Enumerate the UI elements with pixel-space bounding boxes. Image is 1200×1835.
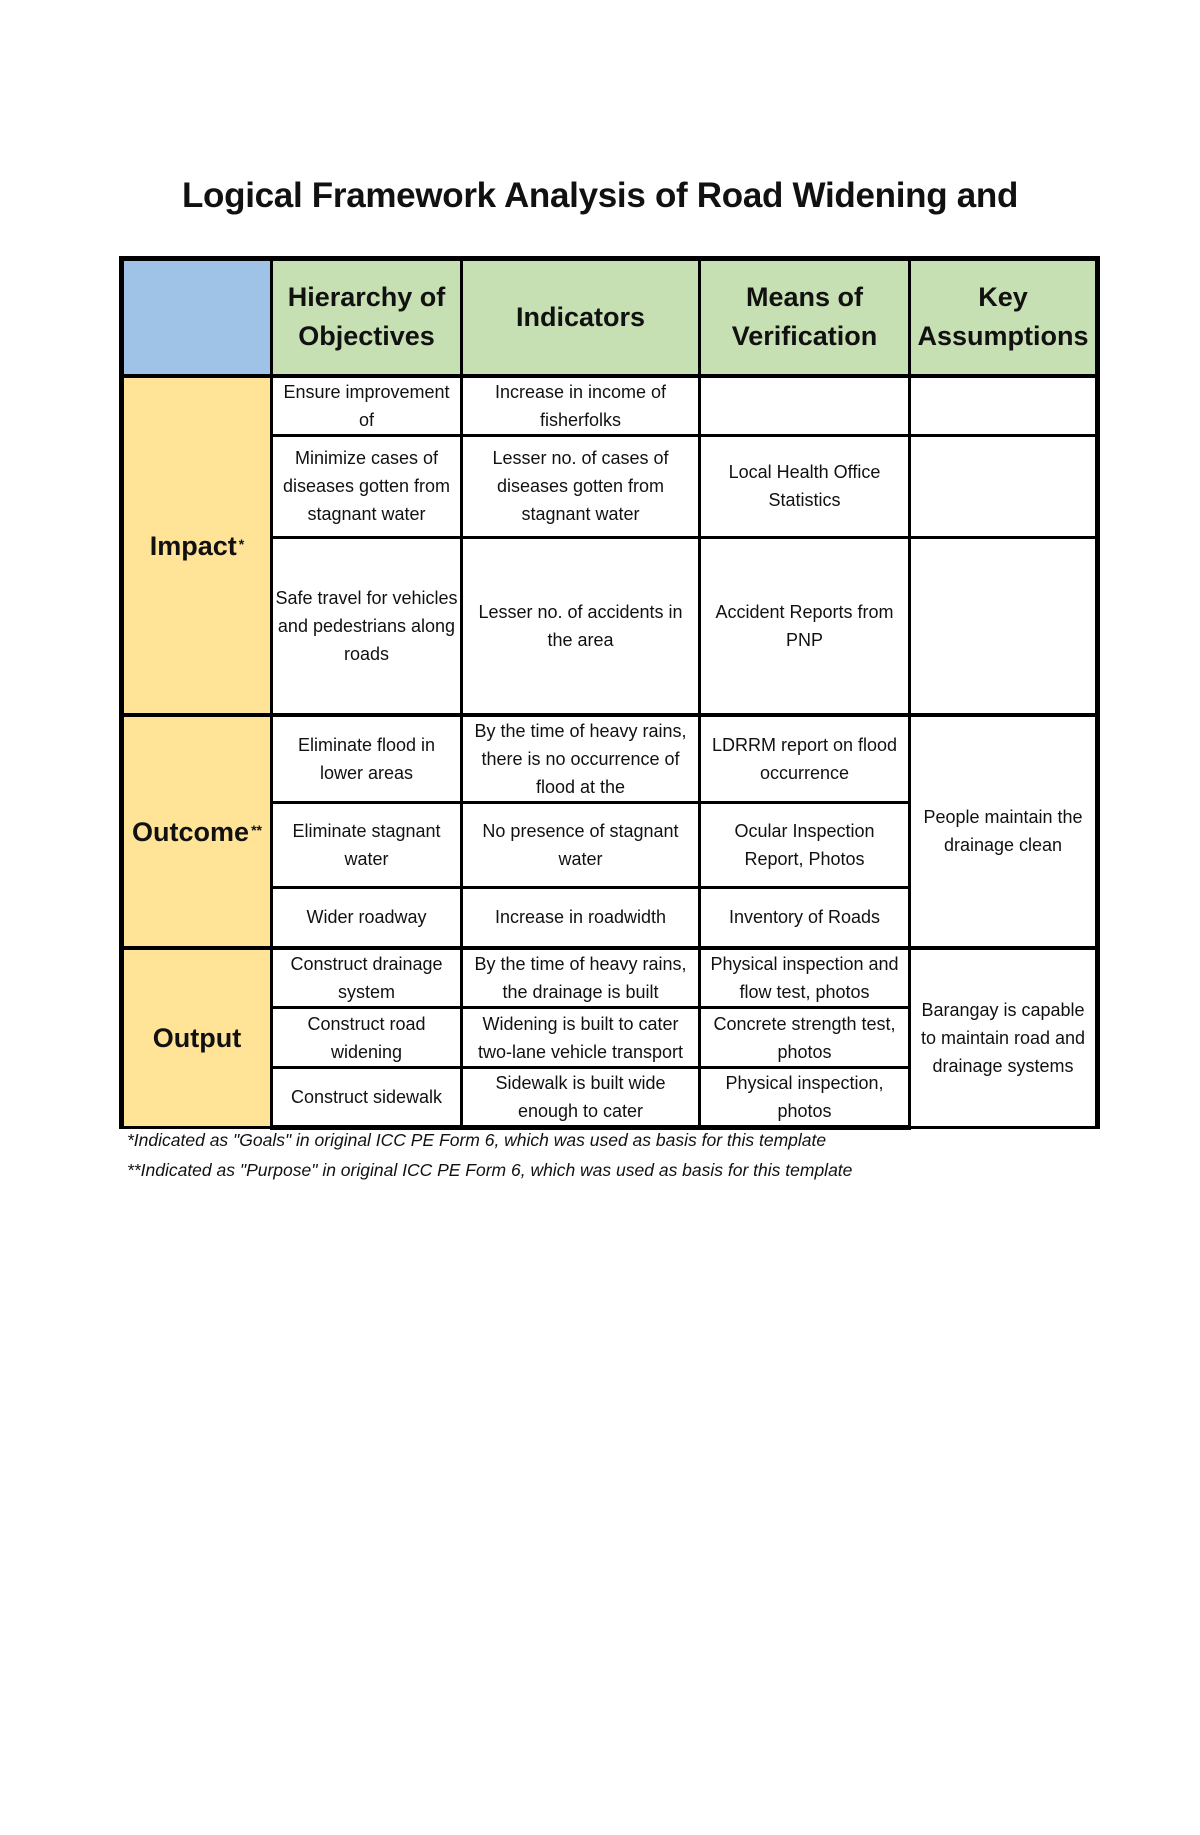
table-row	[122, 376, 1098, 436]
footnote-marker: **	[251, 822, 262, 839]
footnote-goals: *Indicated as "Goals" in original ICC PE Form 6, which was used as basis for this template	[127, 1130, 827, 1150]
objective-cell: Eliminate flood in lower areas	[272, 715, 462, 803]
assumption-cell: Barangay is capable to maintain road and drainage systems	[910, 948, 1098, 1128]
means-cell: Physical inspection, photos	[700, 1068, 910, 1128]
means-cell: Ocular Inspection Report, Photos	[700, 803, 910, 888]
objective-cell: Ensure improvement of	[272, 376, 462, 436]
header-row	[122, 259, 1098, 376]
section-label-text: Outcome	[132, 817, 250, 848]
indicator-cell: Widening is built to cater two-lane vehicle transport	[462, 1008, 700, 1068]
means-cell: Physical inspection and flow test, photos	[700, 948, 910, 1008]
table-row	[122, 715, 1098, 803]
objective-cell: Eliminate stagnant water	[272, 803, 462, 888]
indicator-cell: Lesser no. of accidents in the area	[462, 537, 700, 715]
means-cell: Accident Reports from PNP	[700, 537, 910, 715]
assumption-cell: People maintain the drainage clean	[910, 715, 1098, 948]
section-label-impact	[122, 376, 272, 716]
indicator-cell: Increase in income of fisherfolks	[462, 376, 700, 436]
assumption-cell	[910, 537, 1098, 715]
header-means-of-verification: Means of Verification	[700, 259, 910, 376]
objective-cell: Minimize cases of diseases gotten from stagnant water	[272, 435, 462, 537]
indicator-cell: Lesser no. of cases of diseases gotten from stagnant water	[462, 435, 700, 537]
means-cell: Concrete strength test, photos	[700, 1008, 910, 1068]
assumption-cell	[910, 376, 1098, 436]
section-label-output	[122, 948, 272, 1128]
objective-cell: Safe travel for vehicles and pedestrians along roads	[272, 537, 462, 715]
header-hierarchy-of-objectives: Hierarchy of Objectives	[272, 259, 462, 376]
objective-cell: Construct road widening	[272, 1008, 462, 1068]
section-label-text: Output	[152, 1022, 242, 1053]
section-label-outcome	[122, 715, 272, 948]
indicator-cell: No presence of stagnant water	[462, 803, 700, 888]
indicator-cell: Sidewalk is built wide enough to cater	[462, 1068, 700, 1128]
assumption-cell	[910, 435, 1098, 537]
header-key-assumptions: Key Assumptions	[910, 259, 1098, 376]
table-row	[122, 948, 1098, 1008]
header-indicators: Indicators	[462, 259, 700, 376]
means-cell	[700, 376, 910, 436]
footnote-purpose: **Indicated as "Purpose" in original ICC PE Form 6, which was used as basis for this template	[127, 1160, 853, 1180]
indicator-cell: By the time of heavy rains, there is no occurrence of flood at the	[462, 715, 700, 803]
indicator-cell: By the time of heavy rains, the drainage is built	[462, 948, 700, 1008]
indicator-cell: Increase in roadwidth	[462, 888, 700, 948]
objective-cell: Construct drainage system	[272, 948, 462, 1008]
page-title: Logical Framework Analysis of Road Widening and	[181, 176, 1019, 215]
footnote-marker: *	[238, 536, 245, 553]
means-cell: Inventory of Roads	[700, 888, 910, 948]
header-corner-cell	[122, 259, 272, 376]
means-cell: Local Health Office Statistics	[700, 435, 910, 537]
objective-cell: Construct sidewalk	[272, 1068, 462, 1128]
means-cell: LDRRM report on flood occurrence	[700, 715, 910, 803]
section-label-text: Impact	[149, 531, 237, 562]
logframe-table	[119, 256, 1100, 1130]
objective-cell: Wider roadway	[272, 888, 462, 948]
